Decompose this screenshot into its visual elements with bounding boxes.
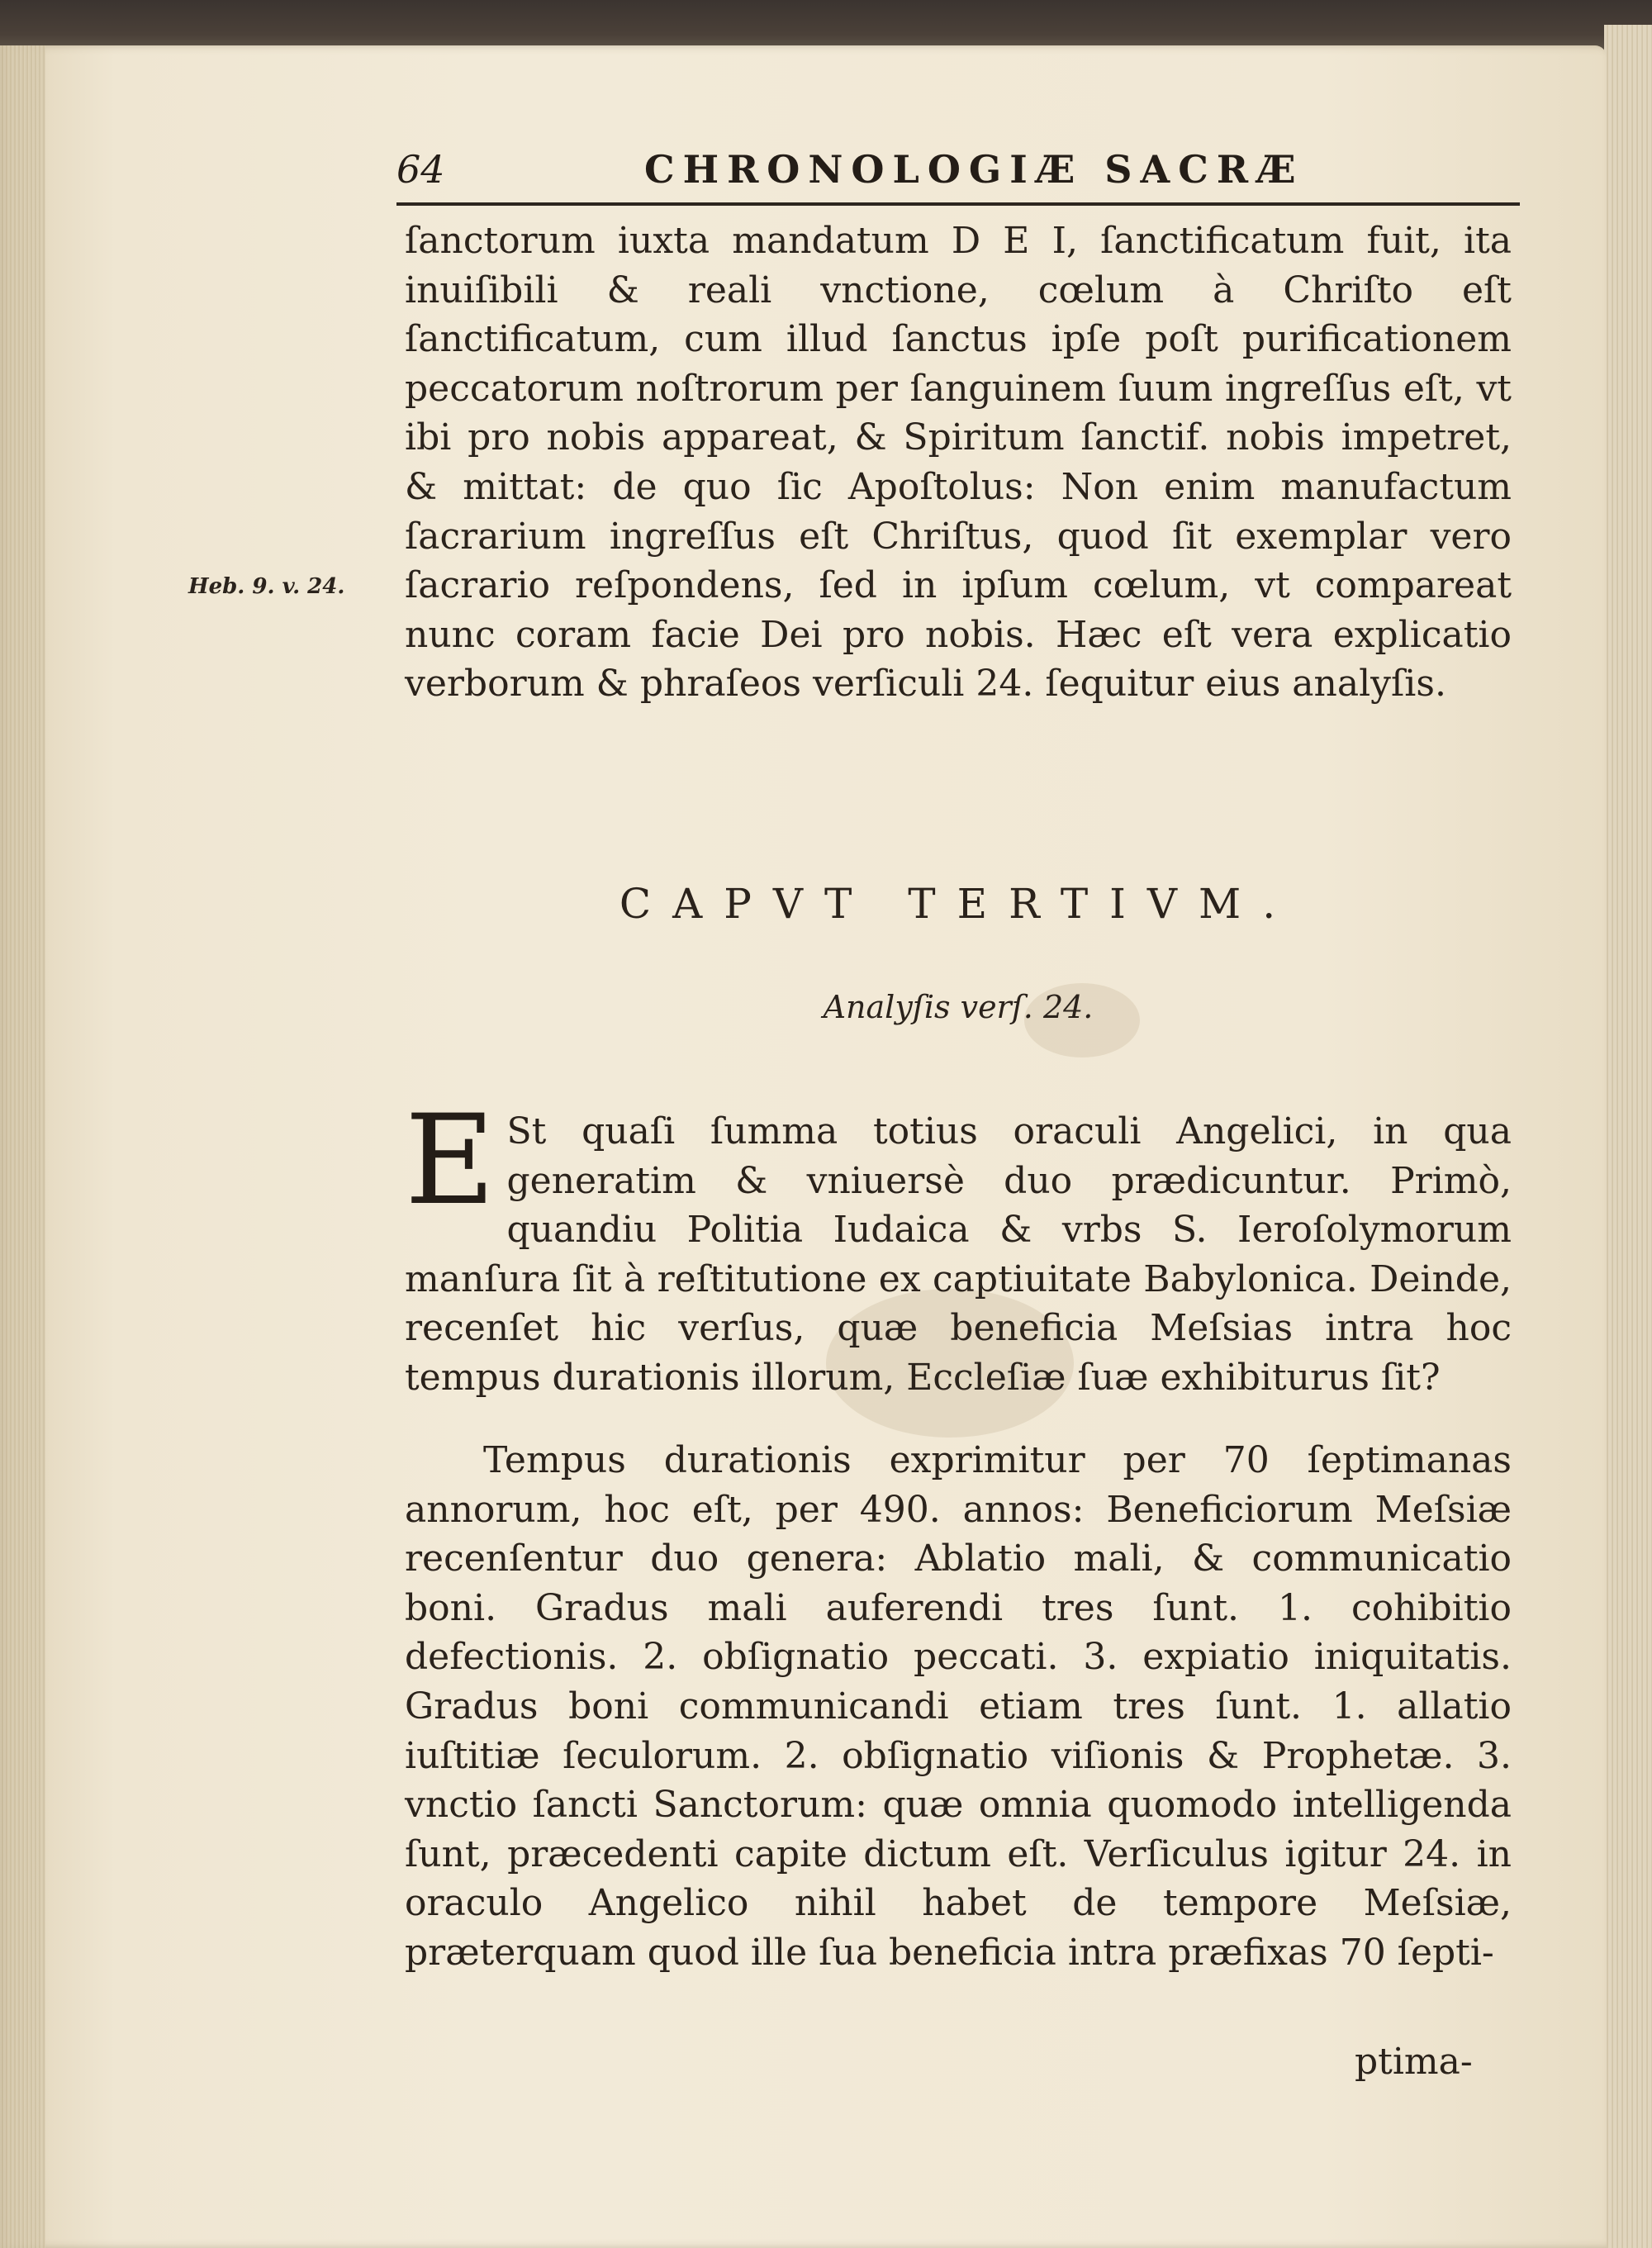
body-paragraph bbox=[405, 1089, 1512, 1403]
running-head: CHRONOLOGIÆ SACRÆ bbox=[644, 147, 1304, 192]
catchword: ptima- bbox=[1355, 2041, 1473, 2083]
page-gutter bbox=[0, 45, 45, 2248]
paragraph-text: St quaſi ſumma totius oraculi Angelici, in qua generatim & vniuersè duo prædicuntur. Primò, quandiu Politia Iudaica & vrbs S. Ieroſolymorum manſura ſit à reſtitutione ex captiuitate Babylonica. Deinde, recenſet hic verſus, quæ beneficia Meſsias intra hoc tempus durationis illorum, Eccleſiæ ſuæ exhibiturus ſit? bbox=[405, 1110, 1512, 1399]
body-paragraph: Tempus durationis exprimitur per 70 ſeptimanas annorum, hoc eſt, per 490. annos: Beneficiorum Meſsiæ recenſentur duo genera: Ablatio mali, & communicatio boni. Gradus mali auferendi tres ſunt. 1. cohibitio defectionis. 2. obſignatio peccati. 3. expiatio iniquitatis. Gradus boni communicandi etiam tres ſunt. 1. allatio iuſtitiæ ſeculorum. 2. obſignatio viſionis & Prophetæ. 3. vnctio ſancti Sanctorum: quæ omnia quomodo intelligenda ſunt, præcedenti capite dictum eſt. Verſiculus igitur 24. in oraculo Angelico nihil habet de tempore Meſsiæ, præterquam quod ille ſua beneficia intra præfixas 70 ſepti- bbox=[405, 1439, 1512, 1974]
page-header bbox=[396, 140, 1528, 198]
margin-note: Heb. 9. v. 24. bbox=[188, 574, 345, 599]
body-paragraph: ſanctorum iuxta mandatum D E I, ſanctificatum fuit, ita inuiſibili & reali vnctione, cœlum à Chriſto eſt ſanctificatum, cum illud ſanctus ipſe poſt purificationem peccatorum noſtrorum per ſanguinem ſuum ingreſſus eſt, vt ibi pro nobis appareat, & Spiritum ſanctif. nobis impetret, & mittat: de quo ſic Apoſtolus: Non enim manufactum ſacrarium ingreſſus eſt Chriſtus, quod ſit exemplar vero ſacrario reſpondens, ſed in ipſum cœlum, vt compareat nunc coram facie Dei pro nobis. Hæc eſt vera explicatio verborum & phraſeos verſiculi 24. ſequitur eius analyſis. bbox=[405, 220, 1512, 706]
page-number: 64 bbox=[396, 147, 445, 192]
chapter-subheading: Analyſis verſ. 24. bbox=[823, 989, 1094, 1025]
drop-cap: E bbox=[405, 1089, 496, 1233]
page-stack-edge bbox=[1604, 25, 1652, 2248]
header-rule bbox=[396, 202, 1520, 206]
chapter-heading: CAPVT TERTIVM. bbox=[619, 880, 1298, 928]
